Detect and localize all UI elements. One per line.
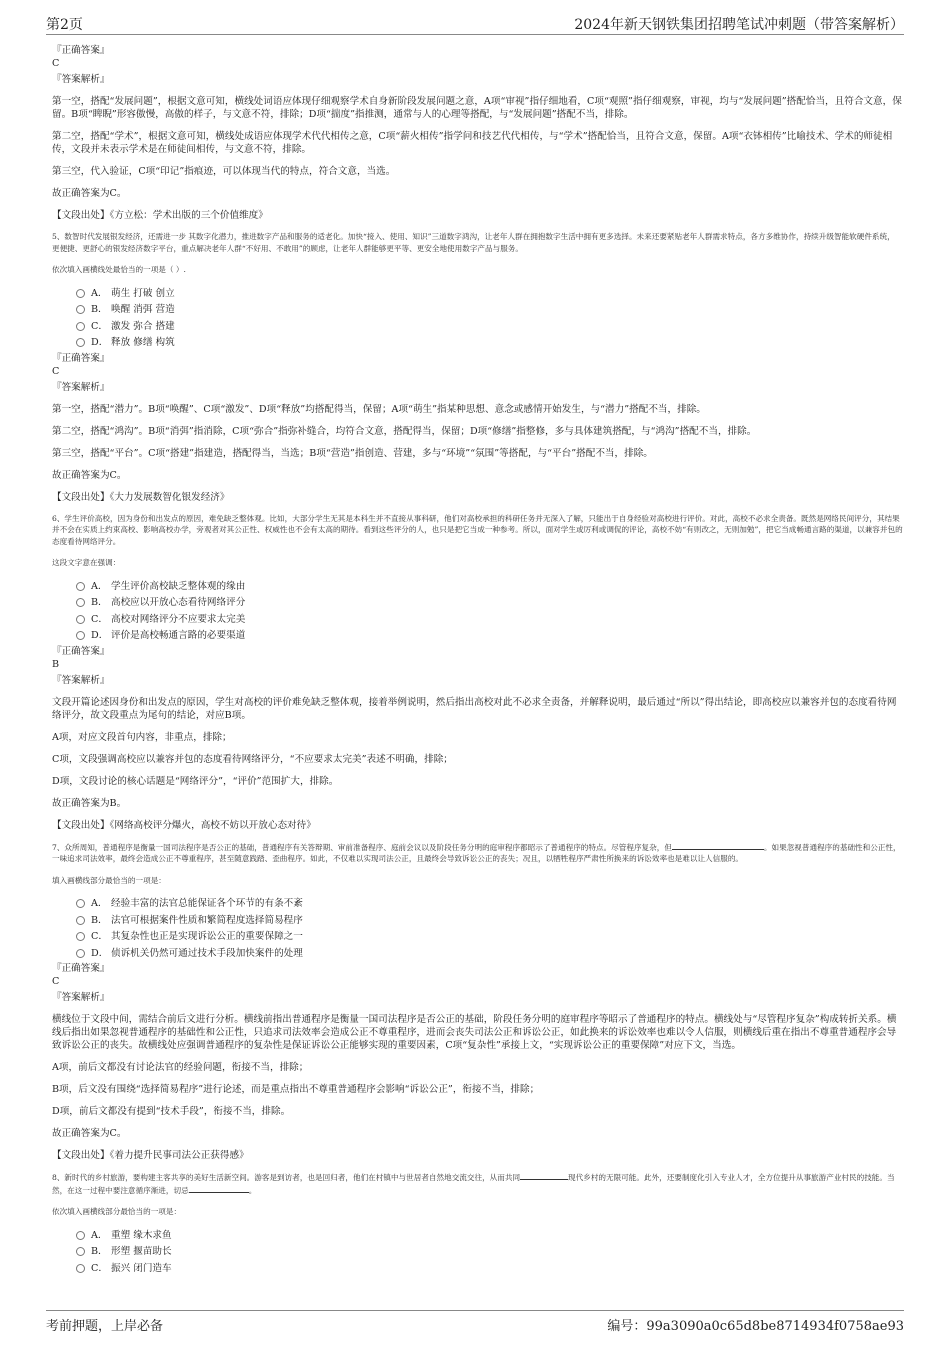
option-c[interactable]: C． 其复杂性也正是实现诉讼公正的重要保障之一 xyxy=(76,929,904,946)
fill-blank[interactable] xyxy=(189,1184,249,1193)
footer-slogan: 考前押题，上岸必备 xyxy=(46,1319,164,1334)
option-d[interactable]: D． 评价是高校畅通言路的必要渠道 xyxy=(76,628,904,645)
page-number: 第2页 xyxy=(46,17,83,33)
answer-value: C xyxy=(52,976,60,987)
radio-icon[interactable] xyxy=(76,598,85,607)
question-8-stem: 依次填入画横线部分最恰当的一项是： xyxy=(52,1207,182,1216)
source-citation: 【文段出处】《大力发展数智化银发经济》 xyxy=(52,491,230,503)
radio-icon[interactable] xyxy=(76,305,85,314)
source-citation: 【文段出处】《网络高校评分爆火，高校不妨以开放心态对待》 xyxy=(52,819,316,831)
question-7-stem: 填入画横线部分最恰当的一项是： xyxy=(52,875,166,885)
option-b[interactable]: B． 法官可根据案件性质和繁简程度选择简易程序 xyxy=(76,913,904,930)
page-footer xyxy=(46,1310,904,1333)
question-8-text: 8、新时代的乡村旅游，要构建主客共享的美好生活新空间。游客是到访者，也是回归者，他们在村镇中与世居者自然地交流交往，从而共同 现代乡村的无限可能。此外，还要制度化引入专业人才，全方位提升从事旅游产业村民的技能。当然，在这一过程中要注意循序渐进，切忌 。 xyxy=(52,1173,895,1195)
radio-icon[interactable] xyxy=(76,615,85,624)
question-7-options xyxy=(76,896,904,962)
analysis-paragraph: 第一空，搭配“潜力”。B项“唤醒”、C项“激发”、D项“释放”均搭配得当，保留；A项“萌生”指某种思想、意念或感情开始发生，与“潜力”搭配不当，排除。 xyxy=(52,403,706,415)
radio-icon[interactable] xyxy=(76,582,85,591)
radio-icon[interactable] xyxy=(76,949,85,958)
fill-blank[interactable] xyxy=(520,1171,568,1180)
option-c[interactable]: C． 激发 弥合 搭建 xyxy=(76,319,904,336)
fill-blank[interactable] xyxy=(672,841,764,850)
conclusion: 故正确答案为C。 xyxy=(52,469,127,481)
option-c[interactable]: C． 振兴 闭门造车 xyxy=(76,1261,904,1278)
option-b[interactable]: B． 唤醒 消弭 营造 xyxy=(76,302,904,319)
answer-label: 『正确答案』 xyxy=(52,963,110,974)
analysis-paragraph: D项，文段讨论的核心话题是“网络评分”，“评价”范围扩大，排除。 xyxy=(52,775,339,787)
question-8-options xyxy=(76,1228,904,1278)
analysis-label: 『答案解析』 xyxy=(52,74,110,85)
answer-label: 『正确答案』 xyxy=(52,352,110,364)
radio-icon[interactable] xyxy=(76,1264,85,1273)
analysis-paragraph: 第三空，搭配“平台”。C项“搭建”指建造，搭配得当，当选；B项“营造”指创造、营建，多与“环境”“氛围”等搭配，与“平台”搭配不当，排除。 xyxy=(52,447,653,459)
document-title: 2024年新天钢铁集团招聘笔试冲刺题（带答案解析） xyxy=(574,17,904,33)
option-a[interactable]: A． 重塑 缘木求鱼 xyxy=(76,1228,904,1245)
radio-icon[interactable] xyxy=(76,289,85,298)
option-a[interactable]: A． 学生评价高校缺乏整体观的缘由 xyxy=(76,579,904,596)
page-header xyxy=(46,14,904,35)
conclusion: 故正确答案为B。 xyxy=(52,797,127,809)
analysis-paragraph: 第二空，搭配“鸿沟”。B项“消弭”指消除，C项“弥合”指弥补缝合，均符合文意，搭配得当，保留；D项“修缮”指整修，多与具体建筑搭配，与“鸿沟”搭配不当，排除。 xyxy=(52,425,757,437)
radio-icon[interactable] xyxy=(76,322,85,331)
analysis-paragraph: 第三空，代入验证，C项“印记”指痕迹，可以体现当代的特点，符合文意，当选。 xyxy=(52,166,396,177)
option-b[interactable]: B． 高校应以开放心态看待网络评分 xyxy=(76,595,904,612)
analysis-paragraph: 第一空，搭配“发展问题”，根据文意可知，横线处词语应体现仔细观察学术自身新阶段发展问题之意，A项“审视”指仔细地看，C项“观照”指仔细观察，审视，均与“发展问题”搭配恰当，且符合文意，保留。B项“睥睨”形容傲慢，高傲的样子，与文意不符，排除；D项“揣度”指推测，通常与人的心理等搭配，与“发展问题”搭配不当，排除。 xyxy=(52,96,902,120)
answer-value: B xyxy=(52,658,60,670)
question-6-stem: 这段文字意在强调： xyxy=(52,558,121,567)
analysis-label: 『答案解析』 xyxy=(52,381,110,393)
radio-icon[interactable] xyxy=(76,631,85,640)
radio-icon[interactable] xyxy=(76,932,85,941)
answer-value: C xyxy=(52,365,60,377)
question-6-options xyxy=(76,579,904,645)
option-a[interactable]: A． 萌生 打破 创立 xyxy=(76,286,904,303)
radio-icon[interactable] xyxy=(76,1231,85,1240)
answer-value: C xyxy=(52,58,60,69)
document-code: 编号：99a3090a0c65d8be8714934f0758ae93 xyxy=(607,1319,904,1334)
analysis-paragraph: A项，对应文段首句内容，非重点，排除； xyxy=(52,731,232,743)
question-6-text: 6、学生评价高校，因为身份和出发点的原因，难免缺乏整体观。比如，大部分学生无其是本科生并不直接从事科研，他们对高校承担的科研任务并无深入了解，只能出于自身经验对高校进行评价。对此，高校不必求全责备。既然是网络民间评分，其结果并不会在实质上约束高校、影响高校办学，旁观者对其公正性、权威性也不会有太高的期待。看到这些评分的人，也只是把它当成一种参考。所以，面对学生或厉利或调侃的评论，高校不妨“有则改之，无则加勉”，把它当成畅通言路的渠道，以兼容并包的态度看待网络评分。 xyxy=(52,513,903,546)
answer-label: 『正确答案』 xyxy=(52,45,110,56)
option-d[interactable]: D． 释放 修缮 构筑 xyxy=(76,335,904,352)
analysis-paragraph: 文段开篇论述因身份和出发点的原因，学生对高校的评价难免缺乏整体观，接着举例说明，然后指出高校对此不必求全责备，并解释说明，最后通过“所以”得出结论，即高校应以兼容并包的态度看待网络评分，故文段重点为尾句的结论，对应B项。 xyxy=(52,696,897,721)
analysis-paragraph: 第二空，搭配“学术”，根据文意可知，横线处成语应体现学术代代相传之意，C项“薪火相传”指学问和技艺代代相传，与“学术”搭配恰当，且符合文意，保留。A项“衣钵相传”比喻技术、学术的师徒相传，文段并未表示学术是在师徒间相传，与文意不符，排除。 xyxy=(52,131,893,155)
option-c[interactable]: C． 高校对网络评分不应要求太完美 xyxy=(76,612,904,629)
analysis-paragraph: D项，前后文都没有提到“技术手段”，衔接不当，排除。 xyxy=(52,1106,291,1117)
source-citation: 【文段出处】《方立松：学术出版的三个价值维度》 xyxy=(52,210,268,221)
question-5-stem: 依次填入画横线处最恰当的一项是（ ）. xyxy=(52,265,186,274)
source-citation: 【文段出处】《着力提升民事司法公正获得感》 xyxy=(52,1150,249,1161)
question-5-options xyxy=(76,286,904,352)
radio-icon[interactable] xyxy=(76,899,85,908)
answer-label: 『正确答案』 xyxy=(52,645,110,657)
analysis-label: 『答案解析』 xyxy=(52,674,110,686)
conclusion: 故正确答案为C。 xyxy=(52,1128,127,1139)
option-a[interactable]: A． 经验丰富的法官总能保证各个环节的有条不紊 xyxy=(76,896,904,913)
analysis-label: 『答案解析』 xyxy=(52,992,110,1003)
analysis-paragraph: 横线位于文段中间，需结合前后文进行分析。横线前指出普通程序是衡量一国司法程序是否公正的基础，阶段任务分明的庭审程序等昭示了普通程序的特点。横线处与“尽管程序复杂”构成转折关系。横线后指出如果忽视普通程序的基础性和公正性，只追求司法效率会造成公正不尊重程序，进而会丧失司法公正和诉讼公正，如此换来的诉讼效率也难以令人信服，则横线后重在指出不尊重普通程序会导致诉讼公正的丧失。故横线处应强调普通程序的复杂性是保证诉讼公正能够实现的重要因素，C项“复杂性”承接上文，“实现诉讼公正的重要保障”对应下文，当选。 xyxy=(52,1014,897,1051)
radio-icon[interactable] xyxy=(76,1247,85,1256)
analysis-paragraph: B项，后文没有围绕“选择简易程序”进行论述，而是重点指出不尊重普通程序会影响“诉讼公正”，衔接不当，排除； xyxy=(52,1084,540,1095)
analysis-paragraph: C项，文段强调高校应以兼容并包的态度看待网络评分，“不应要求太完美”表述不明确，排除； xyxy=(52,753,453,765)
option-d[interactable]: D． 侦诉机关仍然可通过技术手段加快案件的处理 xyxy=(76,946,904,963)
conclusion: 故正确答案为C。 xyxy=(52,188,127,199)
question-7-text: 7、众所周知，普通程序是衡量一国司法程序是否公正的基础，普通程序有关答辩期、审前准备程序、庭前会议以及阶段任务分明的庭审程序都昭示了普通程序的特点。尽管程序复杂，但 。如果忽视普通程序的基础性和公正性，一味追求司法效率，最终会造成公正不尊重程序，甚至随意践踏、歪曲程序。如此，不仅难以实现司法公正，且最终会导致诉讼公正的丧失；况且，以牺牲程序严肃性所换来的诉讼效率也是难以让人信服的。 xyxy=(52,842,901,863)
radio-icon[interactable] xyxy=(76,916,85,925)
radio-icon[interactable] xyxy=(76,338,85,347)
option-b[interactable]: B． 形塑 揠苗助长 xyxy=(76,1244,904,1261)
document-body xyxy=(52,44,904,1277)
analysis-paragraph: A项，前后文都没有讨论法官的经验问题，衔接不当，排除； xyxy=(52,1062,309,1073)
question-5-text: 5、数智时代发展银发经济，还需进一步 其数字化潜力，推进数字产品和服务的适老化。加快“接入、使用、知识”三道数字鸿沟，让老年人群在拥抱数字生活中拥有更多选择。未来还要紧贴老年人群需求特点，各方多维协作，持续升级智能软硬件系统， 更便捷、更舒心的银发经济数字平台，重点解决老年人群“不好用、不敢用”的顾虑，让老年人群能够更平等、更安全地使用数字产品与服务。 xyxy=(52,232,895,253)
